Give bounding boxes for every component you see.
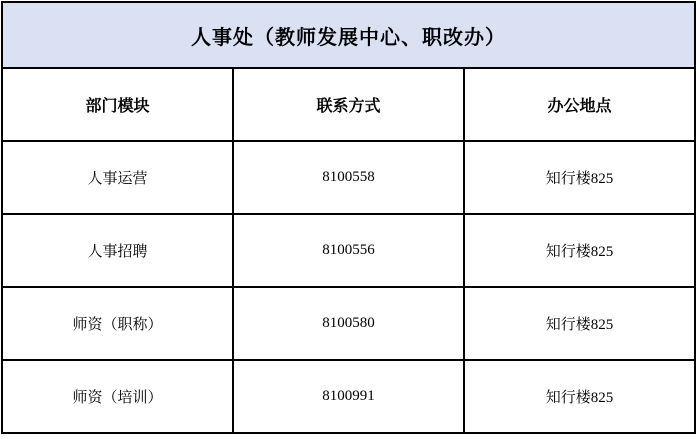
contact-cell: 8100556	[233, 214, 464, 287]
table-title: 人事处（教师发展中心、职改办）	[2, 2, 695, 68]
contact-cell: 8100580	[233, 287, 464, 360]
page-background	[0, 1, 700, 439]
contact-cell: 8100558	[233, 141, 464, 214]
module-cell: 师资（职称）	[2, 287, 233, 360]
table-row	[2, 287, 695, 360]
module-cell: 人事运营	[2, 141, 233, 214]
location-cell: 知行楼825	[464, 287, 695, 360]
table-row	[2, 141, 695, 214]
column-header-contact: 联系方式	[233, 68, 464, 141]
department-contact-table	[1, 1, 696, 434]
location-cell: 知行楼825	[464, 141, 695, 214]
column-header-location: 办公地点	[464, 68, 695, 141]
column-header-module: 部门模块	[2, 68, 233, 141]
location-cell: 知行楼825	[464, 214, 695, 287]
module-cell: 师资（培训）	[2, 360, 233, 433]
location-cell: 知行楼825	[464, 360, 695, 433]
column-header-row	[2, 68, 695, 141]
table-row	[2, 360, 695, 433]
table-row	[2, 214, 695, 287]
contact-cell: 8100991	[233, 360, 464, 433]
module-cell: 人事招聘	[2, 214, 233, 287]
title-row	[2, 2, 695, 68]
